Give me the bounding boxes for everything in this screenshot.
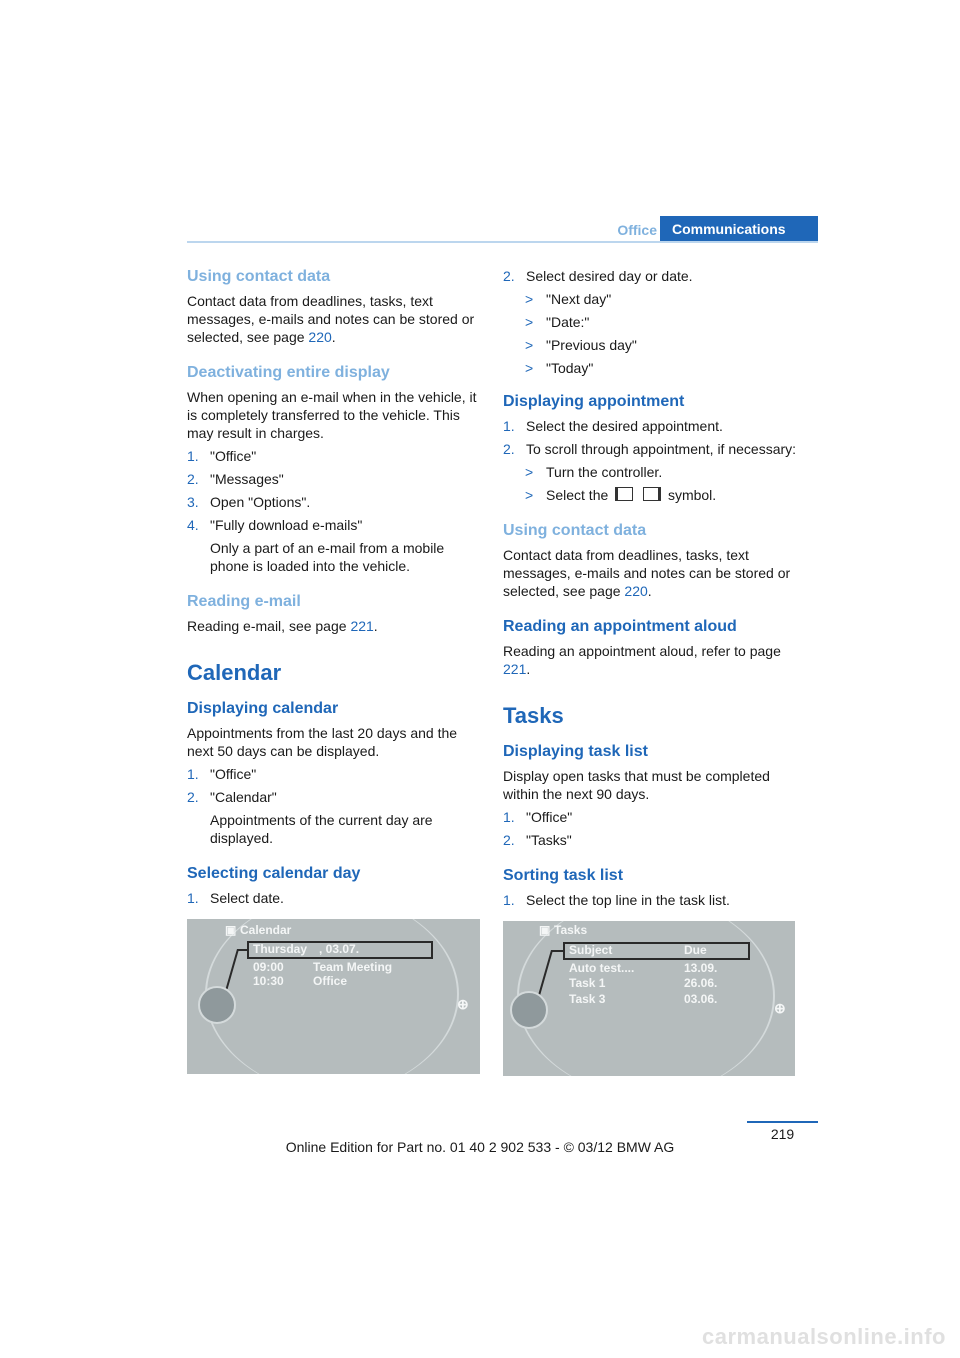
screen-title: Tasks	[554, 923, 588, 937]
task-due: 03.06.	[684, 992, 718, 1006]
displaying-calendar-heading: Displaying calendar	[187, 700, 339, 717]
using-contact-data-text: Contact data from deadlines, tasks, text messages, e-mails and notes can be stored or selected, see page 220.	[187, 293, 475, 345]
option-item: > "Date:"	[525, 314, 590, 330]
step-list	[187, 765, 482, 847]
page-link[interactable]: 221	[350, 618, 374, 634]
reading-email-heading: Reading e-mail	[187, 593, 301, 610]
step-item: 1. "Office"	[187, 448, 257, 464]
displaying-calendar-text: Appointments from the last 20 days and the next 50 days can be displayed.	[187, 725, 458, 759]
selected-day: Thursday	[253, 942, 308, 956]
calendar-icon: ▣	[225, 923, 237, 937]
reading-appointment-text: Reading an appointment aloud, refer to page 221.	[503, 643, 781, 677]
deactivating-display-text: When opening an e-mail when in the vehicle, it is completely transferred to the vehicle. This may result in charges.	[187, 389, 477, 441]
deactivating-display-heading: Deactivating entire display	[187, 364, 390, 381]
option-item: > "Today"	[525, 360, 594, 376]
page-number-rule	[747, 1121, 818, 1123]
reading-email-text: Reading e-mail, see page 221.	[187, 618, 378, 634]
watermark: carmanualsonline.info	[702, 1324, 946, 1349]
task-due: 26.06.	[684, 976, 718, 990]
step-item: 1. Select the top line in the task list.	[503, 892, 730, 908]
step-item: 2. To scroll through appointment, if necessary:	[503, 441, 797, 457]
step-item: 2. "Calendar"	[187, 789, 277, 805]
calendar-heading: Calendar	[187, 660, 282, 685]
displaying-task-list-heading: Displaying task list	[503, 743, 648, 760]
plus-icon: ⊕	[457, 996, 469, 1012]
footer: Online Edition for Part no. 01 40 2 902 533 - © 03/12 BMW AG	[285, 1139, 675, 1155]
using-contact-data-heading: Using contact data	[187, 268, 331, 285]
controller-knob-icon	[510, 991, 548, 1029]
column-header-subject: Subject	[569, 943, 613, 957]
option-item: > "Next day"	[525, 291, 612, 307]
sorting-task-list-heading: Sorting task list	[503, 867, 624, 884]
reading-appointment-heading: Reading an appointment aloud	[503, 618, 737, 635]
right-column	[503, 262, 803, 1076]
appointment-label: Office	[313, 974, 348, 988]
step-item: 1. "Office"	[503, 809, 573, 825]
header-section: Office	[617, 222, 657, 238]
appointment-time: 10:30	[253, 974, 284, 988]
bullet-item: > Turn the controller.	[525, 464, 663, 480]
calendar-screen-image	[187, 919, 480, 1074]
using-contact-data-heading: Using contact data	[503, 522, 647, 539]
controller-knob-icon	[198, 986, 236, 1024]
tasks-screen-image	[503, 921, 795, 1076]
task-name: Task 1	[569, 976, 606, 990]
using-contact-data-text: Contact data from deadlines, tasks, text messages, e-mails and notes can be stored or selected, see page 220.	[503, 547, 791, 599]
task-due: 13.09.	[684, 961, 718, 975]
selected-date: , 03.07.	[319, 942, 360, 956]
step-note: Appointments of the current day are displayed.	[210, 812, 433, 846]
step-note: Only a part of an e-mail from a mobile phone is loaded into the vehicle.	[210, 540, 445, 574]
task-name: Auto test....	[569, 961, 635, 975]
left-column	[187, 262, 482, 1074]
appointment-label: Team Meeting	[313, 960, 393, 974]
step-list	[187, 447, 482, 575]
step-item: 1. Select date.	[187, 890, 284, 906]
step-item: 4. "Fully download e-mails"	[187, 517, 363, 533]
option-item: > "Previous day"	[525, 337, 637, 353]
step-item: 2. "Tasks"	[503, 832, 572, 848]
header-chapter-tab: Communications	[660, 216, 818, 242]
step-item: 1. Select the desired appointment.	[503, 418, 723, 434]
pointer-line	[551, 950, 565, 952]
displaying-task-list-text: Display open tasks that must be completed within the next 90 days.	[503, 768, 770, 802]
step-item: 1. "Office"	[187, 766, 257, 782]
pointer-line	[237, 949, 249, 951]
scroll-left-icon	[615, 487, 633, 501]
bullet-item: > Select the symbol.	[525, 487, 717, 503]
tasks-heading: Tasks	[503, 703, 564, 728]
page-number: 219	[770, 1126, 795, 1142]
displaying-appointment-heading: Displaying appointment	[503, 393, 685, 410]
step-item: 2. Select desired day or date.	[503, 268, 693, 284]
scroll-right-icon	[643, 487, 661, 501]
step-item: 2. "Messages"	[187, 471, 284, 487]
plus-icon: ⊕	[774, 1000, 786, 1016]
task-name: Task 3	[569, 992, 606, 1006]
step-item: 3. Open "Options".	[187, 494, 311, 510]
page-link[interactable]: 220	[308, 329, 332, 345]
tasks-icon: ▣	[539, 923, 551, 937]
screen-title: Calendar	[240, 923, 292, 937]
page-link[interactable]: 221	[503, 661, 527, 677]
appointment-time: 09:00	[253, 960, 284, 974]
selecting-calendar-day-heading: Selecting calendar day	[187, 865, 361, 882]
page-link[interactable]: 220	[624, 583, 648, 599]
header-rule	[187, 241, 818, 243]
column-header-due: Due	[684, 943, 707, 957]
